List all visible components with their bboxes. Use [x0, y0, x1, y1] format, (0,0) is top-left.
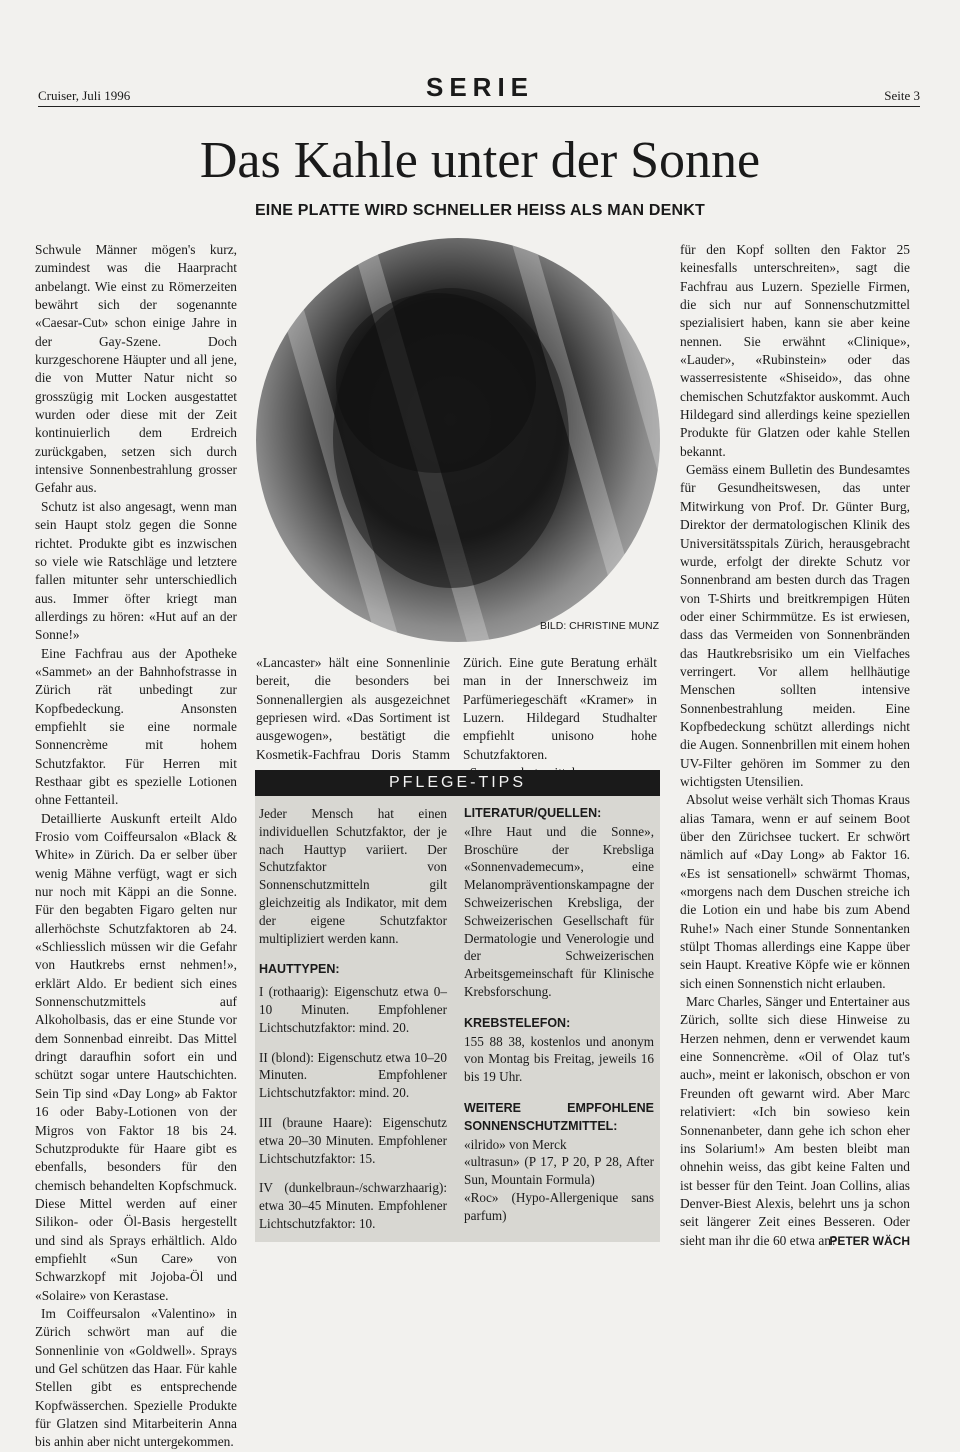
- hauttyp-item: II (blond): Eigenschutz etwa 10–20 Minuten. Empfohlener Lichtschutzfaktor: mind. 20.: [259, 1049, 447, 1101]
- paragraph: Detaillierte Auskunft erteilt Aldo Frosio vom Coiffeursalon «Black & White» in Zürich. Da er selber über wenig Mähne verfügt, wagt er sich nur noch mit Käppi an die Sonne. Für den begabten Figaro gelten nur allerhöchste Schutzfaktoren ab 24. «Schliesslich müssen wir die Gefahr von Hautkrebs ernst nehmen!», erklärt Aldo. Er bedient sich eines Sonnenschutzmittels auf Alkoholbasis, das er eine Stunde vor dem Sonnenbad einreibt. Das Mittel dringt daraufhin sofort ein und schützt sogar untere Hautschichten. Sein Tip sind «Day Long» ab Faktor 16 oder Baby-Lotionen von der Migros von Faktor 18 bis 24. Schutzprodukte für Haare gibt es ebenfalls, besonders für den chemisch behandelten Kopfschmuck. Diese Mittel werden auf einer Silikon- oder Öl-Basis hergestellt und sind als Sprays erhältlich. Aldo empfiehlt «Sun Care» von Schwarzkopf mit Jojoba-Öl und «Solaire» von Kerastase.: [35, 810, 237, 1303]
- paragraph: Schwule Männer mögen's kurz, zumindest was die Haarpracht anbelangt. Wie einst zu Römerzeiten bewährt sich der sogenannte «Caesar-Cut» schon einige Jahre in der Gay-Szene. Doch kurzgeschorene Häupter und all jene, die von Mutter Natur nicht so grosszügig mit Locken ausgestattet wurden oder diese mit der Zeit kontinuierlich dem Erdreich zurückgaben, setzen sich durch intensive Sonnenbestrahlung grosser Gefahr aus.: [35, 242, 237, 496]
- weitere-item: «ultrasun» (P 17, P 20, P 28, After Sun, Mountain Formula): [464, 1154, 654, 1188]
- section-label: SERIE: [425, 72, 535, 102]
- tips-intro: Jeder Mensch hat einen individuellen Schutzfaktor, der je nach Hauttyp variiert. Der Schutzfaktor von Sonnenschutzmitteln gilt gleichzeitig als Indikator, mit dem der eigene Schutzfaktor multipliziert werden kann.: [259, 806, 447, 946]
- head-photo: [256, 238, 660, 642]
- right-column: [680, 241, 910, 1250]
- weitere-item: «ilrido» von Merck: [464, 1136, 567, 1152]
- hauttyp-item: I (rothaarig): Eigenschutz etwa 0–10 Minuten. Empfohlener Lichtschutzfaktor: mind. 20.: [259, 984, 447, 1035]
- weitere-heading: WEITERE EMPFOHLENE SONNENSCHUTZMITTEL:: [464, 1100, 654, 1133]
- paragraph: Zürich. Eine gute Beratung erhält man in der Innerschweiz im Parfümeriegeschäft «Kramer» in Luzern. Hildegard Studhalter empfiehlt unisono hohe Schutzfaktoren.: [463, 655, 657, 762]
- hauttyp-item: III (braune Haare): Eigenschutz etwa 20–30 Minuten. Empfohlener Lichtschutzfaktor: 15.: [259, 1114, 447, 1166]
- middle-column-2: [463, 654, 657, 782]
- header-rule: [38, 106, 920, 107]
- paragraph: für den Kopf sollten den Faktor 25 keinesfalls unterschreiten», sagt die Fachfrau aus Luzern. Spezielle Firmen, die sich nur auf Sonnenschutzmittel spezialisiert haben, kann sie aber keine nennen. Sie erwähnt «Clinique», «Lauder», «Rubinstein» oder das wasserresistente «Shiseido», das ohne chemischen Schutzfaktor auskommt. Auch Hildegard sind allerdings keine speziellen Produkte für Glatzen oder kahle Stellen bekannt.: [680, 242, 910, 459]
- paragraph: Schutz ist also angesagt, wenn man sein Haupt stolz gegen die Sonne richtet. Produkte gibt es inzwischen so viele wie Ratschläge und letztere fallen mitunter sehr unterschiedlich aus. Immer öfter kriegt man allerdings zu hören: «Hut auf an der Sonne!»: [35, 498, 237, 643]
- literatur-heading: LITERATUR/QUELLEN:: [464, 806, 602, 820]
- tips-box-left: [259, 805, 447, 1233]
- paragraph: Absolut weise verhält sich Thomas Kraus alias Tamara, wenn er auf seinem Boot über den Zürichsee tuckert. Er schwört nämlich auf «Day Long» ab Faktor 16. «Es ist sensationell» schwärmt Thomas, «morgens nach dem Duschen streiche ich die Lotion ein und habe bis zum Abend Ruhe!» Nach einer Stunde Sonnentanken stülpt Thomas allerdings eine Kappe über sein Haupt. Kreative Köpfe wie er können sich einen Sonnenstich nicht erlauben.: [680, 792, 910, 991]
- author-signature: PETER WÄCH: [829, 1233, 910, 1248]
- tips-box-right: [464, 805, 654, 1225]
- article-title: Das Kahle unter der Sonne: [199, 132, 761, 189]
- paragraph: Gemäss einem Bulletin des Bundesamtes für Gesundheitswesen, das unter Mitwirkung von Prof. Dr. Günter Burg, Direktor der dermatologischen Klinik des Universitätsspitals Zürich, herausgebracht wurde, erfolgt der direkte Schutz vor Sonnenbrand am besten durch das Tragen von T-Shirts und breitkrempigen Hüten oder einer Schirmmütze. Es ist erwiesen, dass das Vermeiden von Sonnenbränden das Hautkrebsrisiko um ein Vielfaches verringert. Vor allem hellhäutige Menschen sollten intensive Sonnenbestrahlung meiden. Eine Kopfbedeckung schützt allerdings nicht die Augen. Sonnenbrillen mit einem hohen UV-Filter gehören im Sommer zu den wichtigsten Utensilien.: [680, 462, 910, 789]
- paragraph: Marc Charles, Sänger und Entertainer aus Zürich, sollte sich diese Hinweise zu Herzen nehmen, denn er verwendet kaum eine Sonnencrème. «Oil of Olaz tut's auch», meint er lakonisch, obschon er von Freunden oft gewarnt wird. Aber Marc relativiert: «Ich bin sowieso kein Sonnenanbeter, dann gehe ich schon eher ins Solarium!» Am besten bleibt man ohnehin weiss, das gibt keine Falten und ist besser für den Teint. Joan Collins, alias Denver-Biest Alexis, belehrt uns ja schon seit längerer Zeit eines Besseren. Oder sieht man ihr die 60 etwa an?: [680, 994, 910, 1248]
- left-column: [35, 241, 237, 1452]
- paragraph: «Lancaster» hält eine Sonnenlinie bereit, die besonders bei Sonnenallergien als ausgezeichnet gepriesen wird. «Das Sortiment ist ausgewogen», bestätigt die Kosmetik-Fachfrau Doris Stamm: [256, 655, 450, 762]
- issue-label: Cruiser, Juli 1996: [38, 88, 131, 103]
- hauttyp-item: IV (dunkelbraun-/schwarzhaarig): etwa 30–45 Minuten. Empfohlener Lichtschutzfaktor: 10.: [259, 1180, 447, 1231]
- paragraph: Im Coiffeursalon «Valentino» in Zürich schwört man auf die Sonnenlinie von «Goldwell». Sprays und Gel schützen das Haar. Für kahle Stellen gibt es entsprechende Kopfwässerchen. Spezielle Produkte für Glatzen sind Mitarbeiterin Anna bis anhin aber nicht untergekommen.: [35, 1305, 237, 1450]
- page-number: Seite 3: [884, 88, 920, 103]
- paragraph: Eine Fachfrau aus der Apotheke «Sammet» an der Bahnhofstrasse in Zürich rät unbedingt zur Kopfbedeckung. Ansonsten empfiehlt sie eine normale Sonnencrème mit hohem Schutzfaktor. Für Herren mit Resthaar gibt es spezielle Lotionen ohne Fettanteil.: [35, 645, 237, 808]
- krebstelefon-text: 155 88 38, kostenlos und anonym von Montag bis Freitag, jeweils 16 bis 19 Uhr.: [464, 1033, 654, 1085]
- tips-box-title: PFLEGE-TIPS: [255, 770, 660, 796]
- krebstelefon-heading: KREBSTELEFON:: [464, 1015, 571, 1030]
- literatur-text: «Ihre Haut und die Sonne», Broschüre der Krebsliga «Sonnenvademecum», eine Melanompräventionskampagne der Schweizerischen Krebsliga, der Schweizerischen Gesellschaft für Dermatologie und Venerologie und der Schweizerischen Arbeitsgemeinschaft für Klinische Krebsforschung.: [464, 823, 654, 999]
- weitere-item: «Roc» (Hypo-Allergenique sans parfum): [464, 1189, 654, 1223]
- middle-column-1: [256, 654, 450, 782]
- photo-shading: [256, 238, 660, 642]
- article-subtitle: EINE PLATTE WIRD SCHNELLER HEISS ALS MAN DENKT: [254, 202, 706, 219]
- photo-credit: BILD: CHRISTINE MUNZ: [540, 620, 660, 632]
- hauttypen-heading: HAUTTYPEN:: [259, 962, 340, 977]
